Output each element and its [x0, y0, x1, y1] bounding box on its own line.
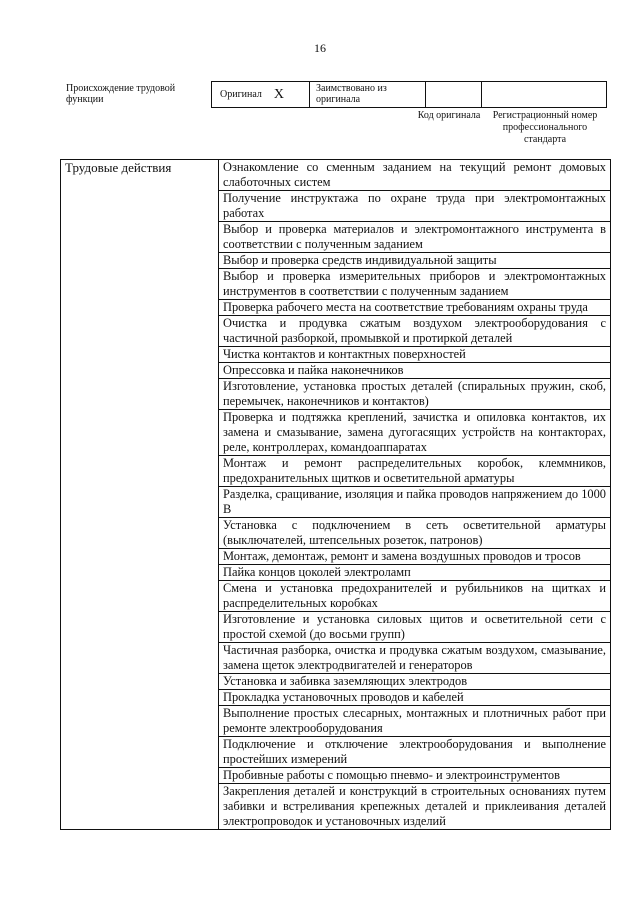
- action-item: Выбор и проверка материалов и электромонтажного инструмента в соответствии с полученным заданием: [219, 222, 610, 253]
- page-number: 16: [314, 41, 326, 55]
- origin-table: [211, 81, 607, 108]
- action-item: Монтаж и ремонт распределительных коробок, клеммников, предохранительных щитков и осветительной арматуры: [219, 456, 610, 487]
- original-label: Оригинал: [220, 89, 262, 100]
- action-item: Ознакомление со сменным заданием на текущий ремонт домовых слаботочных систем: [219, 160, 610, 191]
- labor-actions-table: [60, 159, 611, 830]
- action-item: Выбор и проверка измерительных приборов и электромонтажных инструментов в соответствии с полученным заданием: [219, 269, 610, 300]
- action-item: Монтаж, демонтаж, ремонт и замена воздушных проводов и тросов: [219, 549, 610, 565]
- action-item: Установка с подключением в сеть осветительной арматуры (выключателей, штепсельных розеток, патронов): [219, 518, 610, 549]
- reg-number-caption: Регистрационный номер профессионального стандарта: [492, 110, 598, 145]
- code-caption: Код оригинала: [417, 110, 481, 121]
- labor-actions-row: [61, 160, 611, 830]
- action-item: Подключение и отключение электрооборудования и выполнение простейших измерений: [219, 737, 610, 768]
- action-item: Чистка контактов и контактных поверхностей: [219, 347, 610, 363]
- code-cell: [426, 82, 482, 107]
- action-item: Выбор и проверка средств индивидуальной защиты: [219, 253, 610, 269]
- action-item: Смена и установка предохранителей и рубильников на щитках и распределительных коробках: [219, 581, 610, 612]
- action-item: Опрессовка и пайка наконечников: [219, 363, 610, 379]
- action-item: Проверка рабочего места на соответствие требованиям охраны труда: [219, 300, 610, 316]
- action-item: Пробивные работы с помощью пневмо- и электроинструментов: [219, 768, 610, 784]
- action-item: Закрепления деталей и конструкций в строительных основаниях путем забивки и встреливания крепежных деталей и приклеивания деталей электропроводок и установочных изделий: [223, 784, 606, 828]
- labor-actions-label: Трудовые действия: [61, 160, 219, 830]
- action-item: Очистка и продувка сжатым воздухом электрооборудования с частичной разборкой, промывкой и протиркой деталей: [219, 316, 610, 347]
- reg-number-cell: [482, 82, 606, 107]
- action-item: Получение инструктажа по охране труда при электромонтажных работах: [219, 191, 610, 222]
- borrowed-cell: [310, 82, 426, 107]
- action-item: Установка и забивка заземляющих электродов: [219, 674, 610, 690]
- action-item: Разделка, сращивание, изоляция и пайка проводов напряжением до 1000 В: [219, 487, 610, 518]
- origin-label: Происхождение трудовой функции: [66, 83, 176, 105]
- action-item: Пайка концов цоколей электроламп: [219, 565, 610, 581]
- original-cell: [212, 82, 310, 107]
- action-item: Изготовление и установка силовых щитов и осветительной сети с простой схемой (до восьми групп): [219, 612, 610, 643]
- action-item: Изготовление, установка простых деталей (спиральных пружин, скоб, перемычек, наконечников и контактов): [219, 379, 610, 410]
- action-item: Частичная разборка, очистка и продувка сжатым воздухом, смазывание, замена щеток электродвигателей и генераторов: [219, 643, 610, 674]
- action-item: Выполнение простых слесарных, монтажных и плотничных работ при ремонте электрооборудования: [219, 706, 610, 737]
- action-item: Проверка и подтяжка креплений, зачистка и опиловка контактов, их замена и смазывание, замена дугогасящих устройств на контакторах, реле, контроллерах, командоаппаратах: [219, 410, 610, 456]
- labor-actions-list: [219, 160, 611, 830]
- action-item: Прокладка установочных проводов и кабелей: [219, 690, 610, 706]
- original-mark: X: [273, 86, 285, 102]
- borrowed-label: Заимствовано из оригинала: [316, 83, 387, 105]
